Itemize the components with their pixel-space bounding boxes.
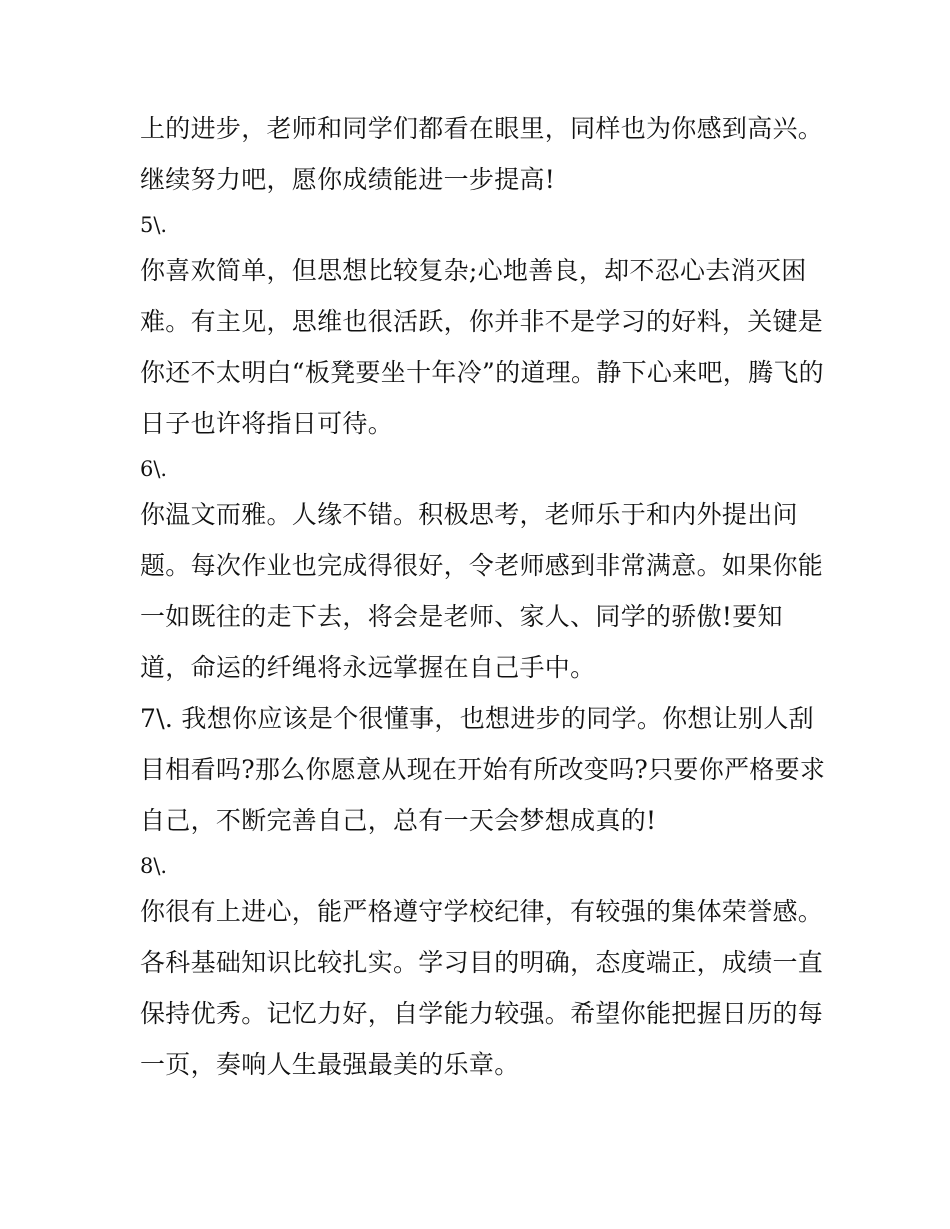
text-line-12: 道，命运的纤绳将永远掌握在自己手中。 xyxy=(140,653,596,682)
text-line-1: 上的进步，老师和同学们都看在眼里，同样也为你感到高兴。 xyxy=(140,114,824,143)
text-line-13: 7\. 我想你应该是个很懂事，也想进步的同学。你想让别人刮 xyxy=(140,704,814,733)
text-line-20: 一页，奏响人生最强最美的乐章。 xyxy=(140,1050,520,1079)
text-line-14: 目相看吗?那么你愿意从现在开始有所改变吗?只要你严格要求 xyxy=(140,755,826,784)
item-number-6: 6\. xyxy=(140,457,168,481)
text-line-6: 你还不太明白“板凳要坐十年冷”的道理。静下心来吧，腾飞的 xyxy=(140,358,824,387)
text-line-17: 你很有上进心，能严格遵守学校纪律，有较强的集体荣誉感。 xyxy=(140,897,824,926)
item-number-5: 5\. xyxy=(140,213,168,237)
text-line-2: 继续努力吧，愿你成绩能进一步提高! xyxy=(140,165,556,194)
text-line-5: 难。有主见，思维也很活跃，你并非不是学习的好料，关键是 xyxy=(140,307,824,336)
text-line-9: 你温文而雅。人缘不错。积极思考，老师乐于和内外提出问 xyxy=(140,500,798,529)
text-line-19: 保持优秀。记忆力好，自学能力较强。希望你能把握日历的每 xyxy=(140,999,824,1028)
text-line-11: 一如既往的走下去，将会是老师、家人、同学的骄傲!要知 xyxy=(140,602,783,631)
text-line-18: 各科基础知识比较扎实。学习目的明确，态度端正，成绩一直 xyxy=(140,948,824,977)
text-line-10: 题。每次作业也完成得很好，令老师感到非常满意。如果你能 xyxy=(140,551,824,580)
item-number-8: 8\. xyxy=(140,854,168,878)
text-line-7: 日子也许将指日可待。 xyxy=(140,409,394,438)
text-line-15: 自己，不断完善自己，总有一天会梦想成真的! xyxy=(140,806,657,835)
text-line-4: 你喜欢简单，但思想比较复杂;心地善良，却不忍心去消灭困 xyxy=(140,256,807,285)
document-body xyxy=(140,103,826,1090)
